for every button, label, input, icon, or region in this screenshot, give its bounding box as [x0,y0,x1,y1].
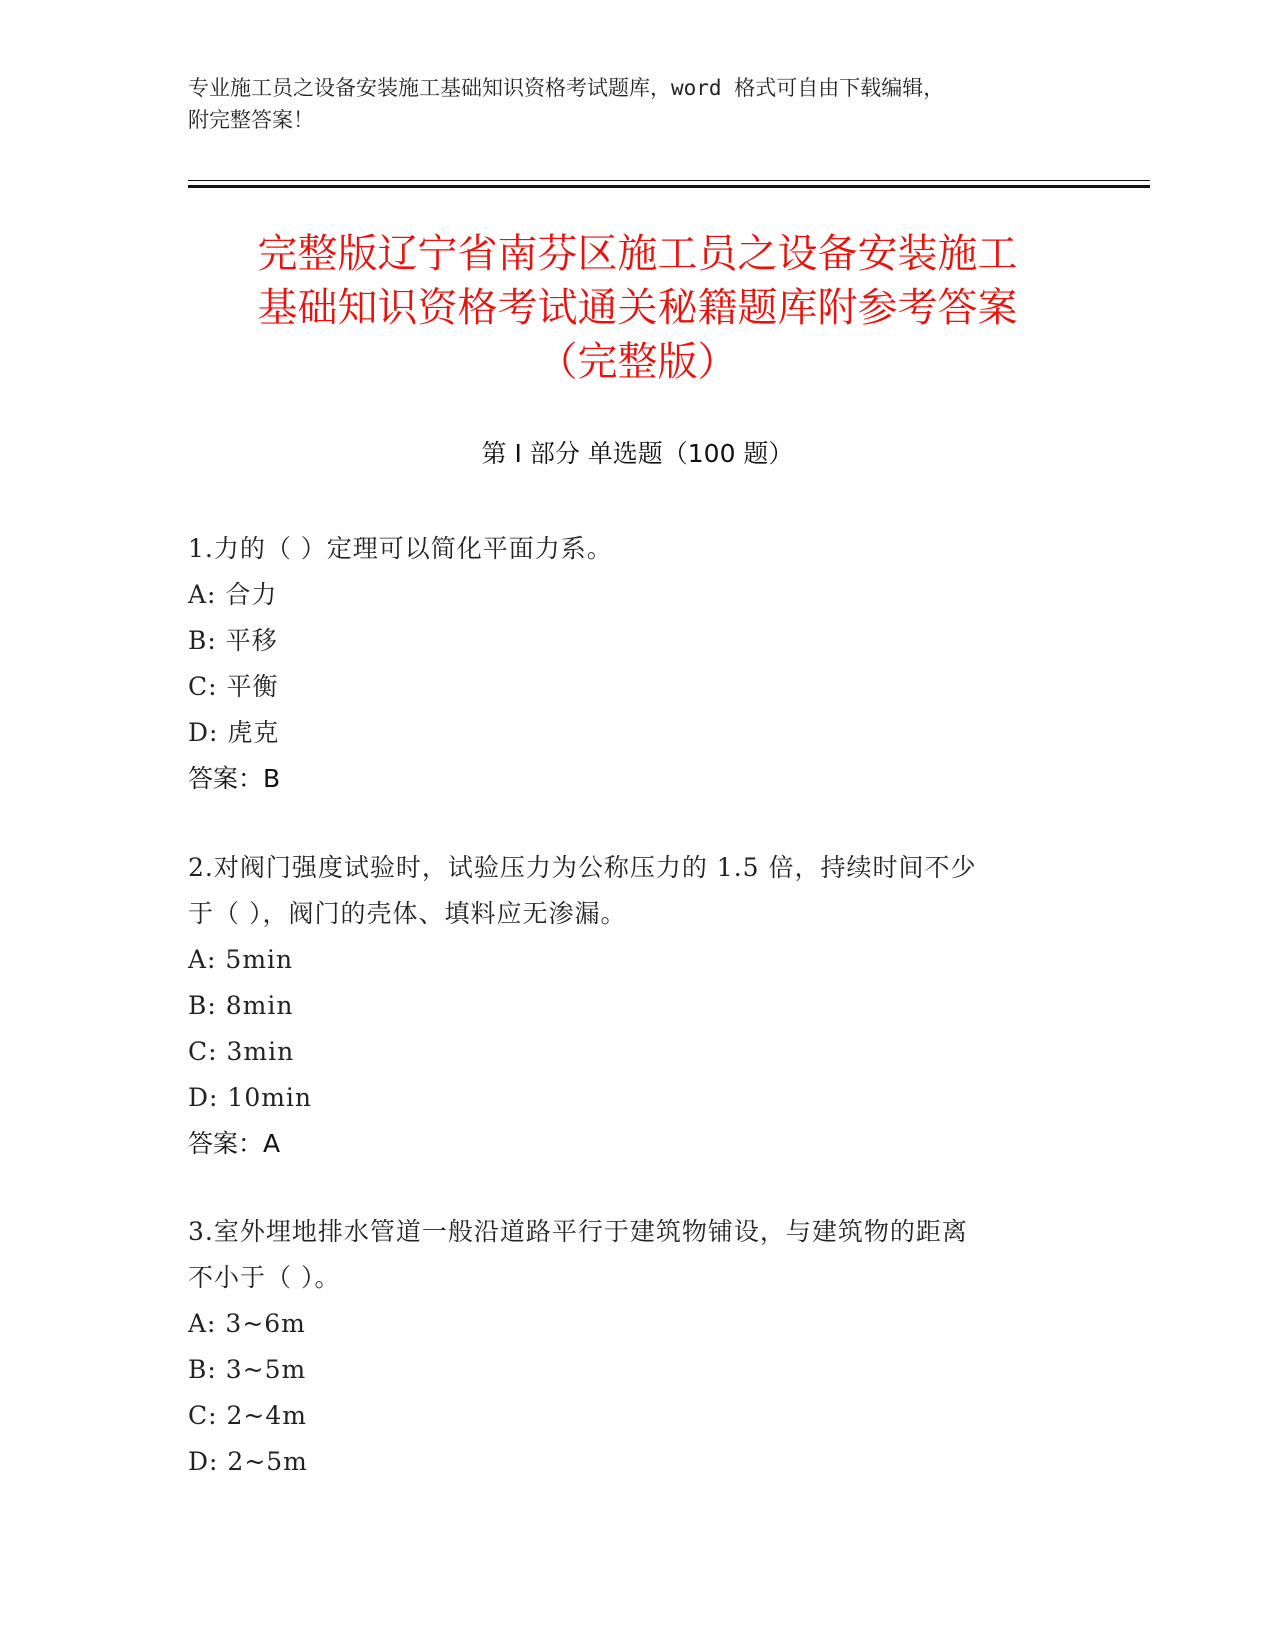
section-heading: 第 I 部分 单选题（100 题） [481,439,794,468]
header-note-line: 附完整答案！ [188,108,314,132]
option-a: A: 合力 [188,580,278,609]
title-line: （完整版） [537,339,738,385]
option-c: C: 平衡 [188,672,279,701]
option-c: C: 3min [188,1037,295,1066]
question-2 [188,845,1068,1167]
question-stem: 3.室外埋地排水管道一般沿道路平行于建筑物铺设，与建筑物的距离 [188,1217,968,1246]
option-d: D: 2~5m [188,1447,308,1476]
title-line: 完整版辽宁省南芬区施工员之设备安装施工 [257,231,1018,277]
header-note [188,72,1088,136]
question-stem: 1.力的（ ）定理可以简化平面力系。 [188,534,613,563]
header-note-line: 专业施工员之设备安装施工基础知识资格考试题库，word 格式可自由下载编辑， [188,76,945,100]
document-title [150,227,1125,389]
question-stem: 2.对阀门强度试验时，试验压力为公称压力的 1.5 倍，持续时间不少 [188,853,977,882]
option-d: D: 虎克 [188,718,280,747]
answer-line: 答案：A [188,1129,281,1158]
title-line: 基础知识资格考试通关秘籍题库附参考答案 [257,285,1018,331]
option-d: D: 10min [188,1083,313,1112]
option-b: B: 3~5m [188,1355,307,1384]
option-b: B: 8min [188,991,294,1020]
question-stem-continued: 不小于（ ）。 [188,1263,341,1292]
answer-line: 答案：B [188,764,281,793]
option-a: A: 3~6m [188,1309,306,1338]
option-c: C: 2~4m [188,1401,307,1430]
option-b: B: 平移 [188,626,278,655]
question-stem-continued: 于（ ），阀门的壳体、填料应无渗漏。 [188,899,627,928]
header-divider-thin [188,180,1150,181]
question-1 [188,526,1068,802]
option-a: A: 5min [188,945,294,974]
question-3 [188,1209,1068,1485]
header-divider-thick [188,185,1150,188]
